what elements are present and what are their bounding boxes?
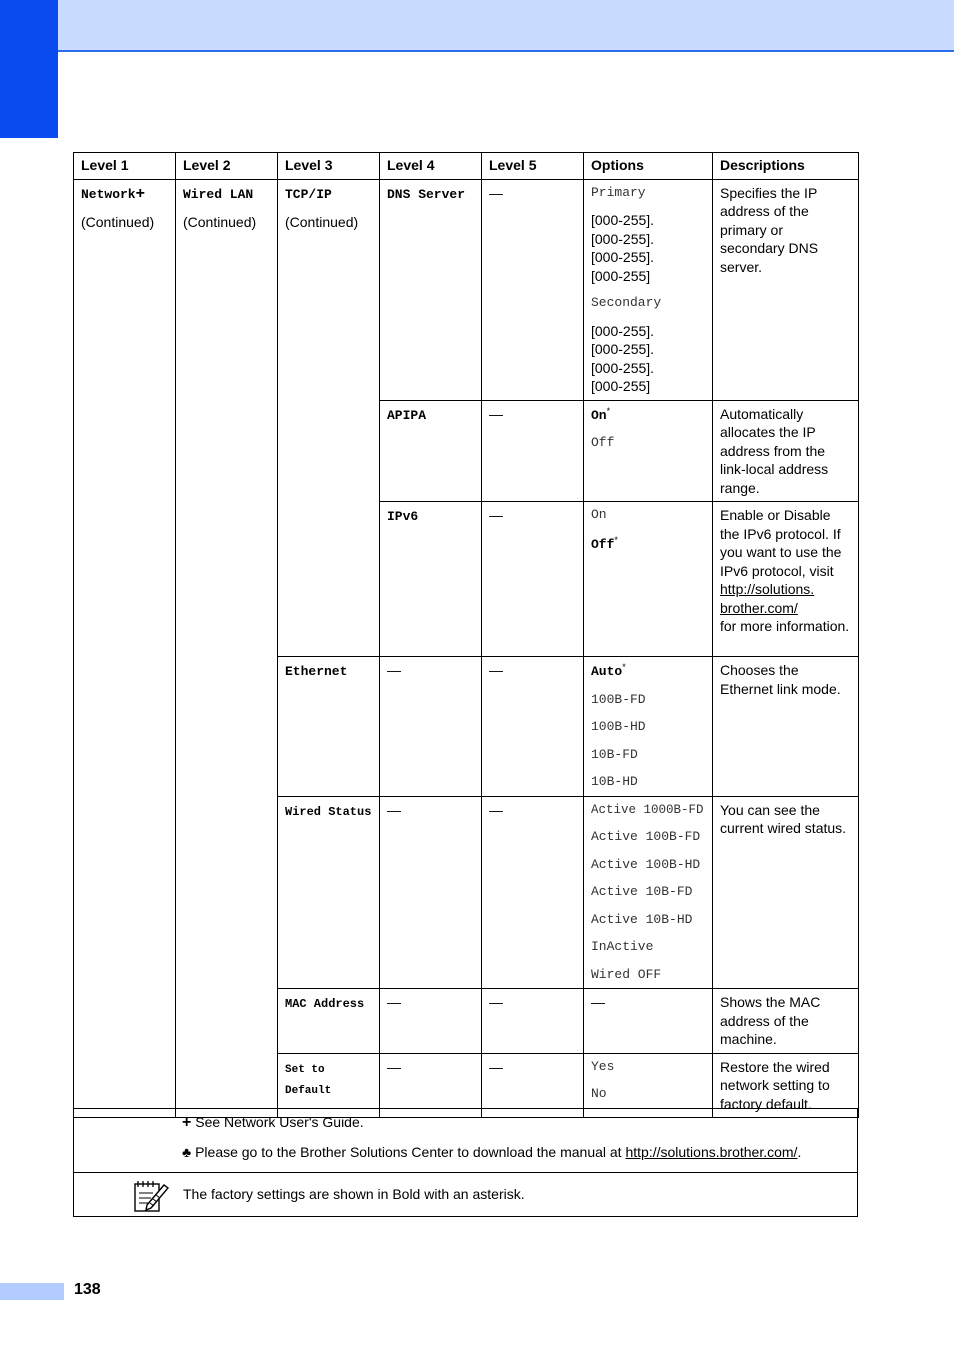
level4-apipa: APIPA <box>380 400 482 502</box>
solutions-center-link[interactable]: http://solutions.brother.com/ <box>625 1144 798 1160</box>
table-row <box>74 179 859 400</box>
header-bar <box>58 0 954 52</box>
primary-value: [000-255]. [000-255]. [000-255]. [000-255] <box>591 212 655 284</box>
option-active-10b-fd: Active 10B-FD <box>591 884 693 899</box>
col-level2: Level 2 <box>176 153 278 180</box>
option-auto-default: Auto* <box>591 662 626 679</box>
club-icon: ♣ <box>182 1144 192 1160</box>
level5-cell: — <box>482 179 584 400</box>
col-level1: Level 1 <box>74 153 176 180</box>
level1-continued: (Continued) <box>81 214 155 230</box>
mac-description: Shows the MAC address of the machine. <box>713 989 859 1054</box>
option-off: Off <box>591 435 615 450</box>
level5-cell: — <box>482 989 584 1054</box>
footnotes-cell <box>74 1109 858 1173</box>
ipv6-description: Enable or Disable the IPv6 protocol. If you want to use the IPv6 protocol, visit http://solutions. brother.com/ for more information. <box>713 502 859 657</box>
level3-mac-address: MAC Address <box>278 989 380 1054</box>
col-descriptions: Descriptions <box>713 153 859 180</box>
footer-bar <box>0 1283 64 1300</box>
wired-status-options <box>584 796 713 989</box>
level3-continued: (Continued) <box>285 214 359 230</box>
level2-wired-lan: Wired LAN <box>183 186 254 202</box>
option-active-100b-fd: Active 100B-FD <box>591 829 701 844</box>
level3-tcpip: TCP/IP <box>285 186 332 202</box>
level4-cell: — <box>380 989 482 1054</box>
factory-note-cell <box>74 1173 858 1217</box>
settings-table <box>73 152 859 1118</box>
level5-cell: — <box>482 502 584 657</box>
ipv6-options <box>584 502 713 657</box>
option-wired-off: Wired OFF <box>591 966 662 982</box>
apipa-options <box>584 400 713 502</box>
ethernet-description: Chooses the Ethernet link mode. <box>713 657 859 797</box>
option-on-default: On* <box>591 405 611 423</box>
option-100b-hd: 100B-HD <box>591 719 646 734</box>
option-inactive: InActive <box>591 939 654 954</box>
footnote-plus: + See Network User's Guide. <box>182 1114 364 1131</box>
footnote-club: ♣ Please go to the Brother Solutions Center to download the manual at http://solutions.brother.com/. <box>182 1144 802 1160</box>
dns-options <box>584 179 713 400</box>
page-number: 138 <box>74 1281 101 1298</box>
level4-cell: — <box>380 657 482 797</box>
level5-cell: — <box>482 657 584 797</box>
option-secondary: Secondary <box>591 295 662 310</box>
option-100b-fd: 100B-FD <box>591 691 646 707</box>
level4-cell: — <box>380 796 482 989</box>
level3-set-to-default: Set to Default <box>278 1053 380 1118</box>
col-level5: Level 5 <box>482 153 584 180</box>
option-no: No <box>591 1086 607 1101</box>
col-level3: Level 3 <box>278 153 380 180</box>
level3-ethernet: Ethernet <box>278 657 380 797</box>
chapter-tab <box>0 0 58 138</box>
ethernet-options <box>584 657 713 797</box>
option-active-100b-hd: Active 100B-HD <box>591 856 701 872</box>
option-on: On <box>591 507 607 522</box>
dns-description: Specifies the IP address of the primary or secondary DNS server. <box>713 179 859 400</box>
notes-table <box>73 1108 858 1217</box>
option-10b-fd: 10B-FD <box>591 746 638 762</box>
level5-cell: — <box>482 796 584 989</box>
level3-tcpip-cell <box>278 179 380 657</box>
factory-settings-note: The factory settings are shown in Bold with an asterisk. <box>183 1186 525 1202</box>
level5-cell: — <box>482 400 584 502</box>
level1-network: Network <box>81 186 136 202</box>
col-level4: Level 4 <box>380 153 482 180</box>
level3-wired-status: Wired Status <box>278 796 380 989</box>
note-pencil-icon <box>133 1179 169 1213</box>
apipa-description: Automatically allocates the IP address from the link-local address range. <box>713 400 859 502</box>
default-description: Restore the wired network setting to factory default. <box>713 1053 859 1118</box>
option-10b-hd: 10B-HD <box>591 774 638 789</box>
solutions-link[interactable]: http://solutions. brother.com/ <box>720 581 815 616</box>
level2-cell <box>176 179 278 1118</box>
option-active-1000b-fd: Active 1000B-FD <box>591 802 704 817</box>
secondary-value: [000-255]. [000-255]. [000-255]. [000-255] <box>591 322 655 394</box>
level1-cell <box>74 179 176 1118</box>
mac-options: — <box>584 989 713 1054</box>
option-primary: Primary <box>591 184 646 200</box>
level4-dns-server: DNS Server <box>380 179 482 400</box>
col-options: Options <box>584 153 713 180</box>
level4-ipv6: IPv6 <box>380 502 482 657</box>
table-header-row <box>74 153 859 180</box>
level2-continued: (Continued) <box>183 214 257 230</box>
option-yes: Yes <box>591 1058 615 1074</box>
level5-cell: — <box>482 1053 584 1118</box>
level4-cell: — <box>380 1053 482 1118</box>
option-active-10b-hd: Active 10B-HD <box>591 911 693 927</box>
wired-status-description: You can see the current wired status. <box>713 796 859 989</box>
option-off-default: Off* <box>591 534 618 552</box>
plus-mark: + <box>135 184 145 202</box>
